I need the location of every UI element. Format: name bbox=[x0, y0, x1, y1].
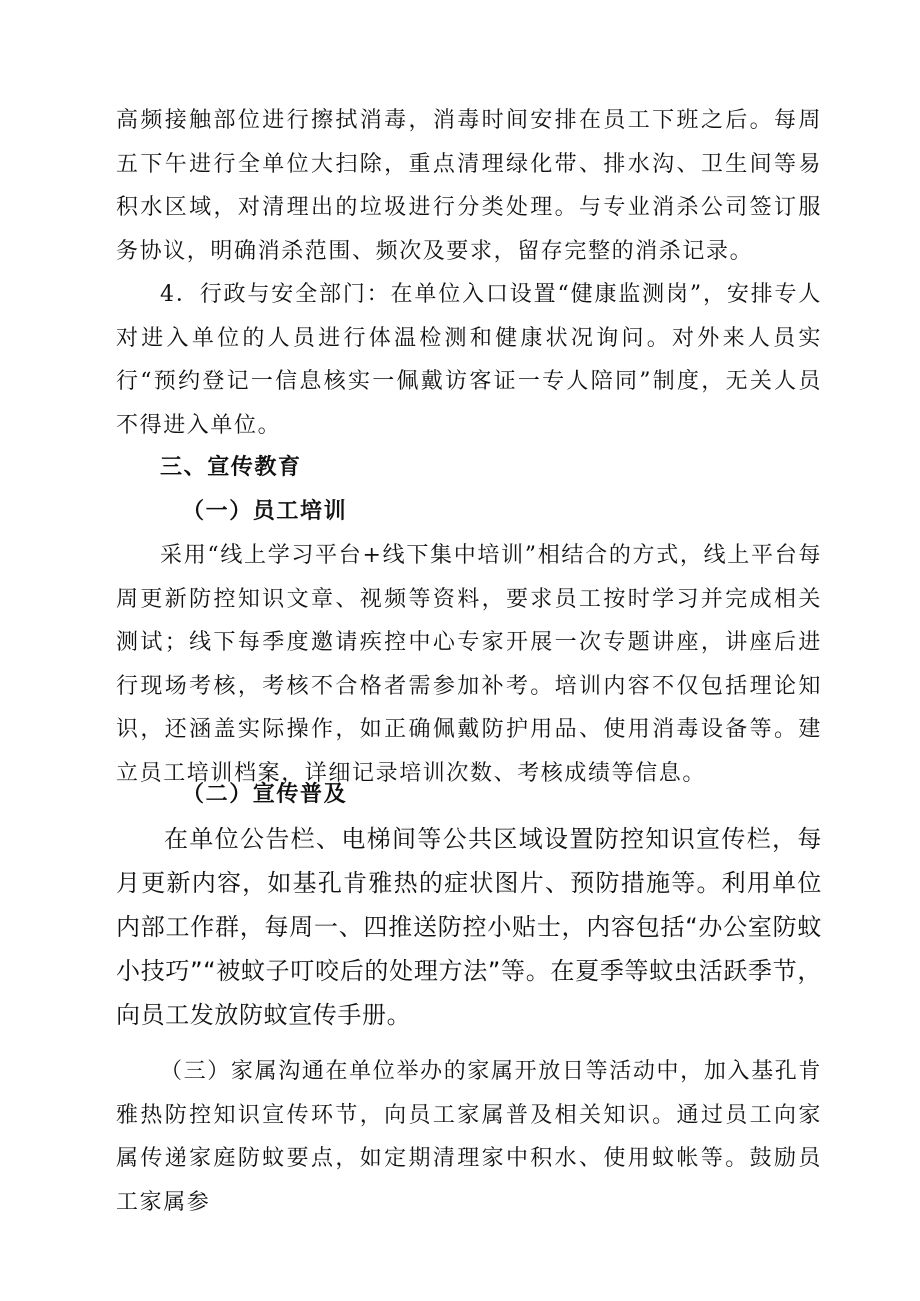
paragraph-disinfection: 高频接触部位进行擦拭消毒，消毒时间安排在员工下班之后。每周五下午进行全单位大扫除，重点清理绿化带、排水沟、卫生间等易积水区域，对清理出的垃圾进行分类处理。与专业消杀公司签订服务协议，明确消杀范围、频次及要求，留存完整的消杀记录。 bbox=[116, 108, 822, 264]
paragraph-admin-security: 4．行政与安全部门：在单位入口设置“健康监测岗”，安排专人对进入单位的人员进行体温检测和健康状况询问。对外来人员实行“预约登记一信息核实一佩戴访客证一专人陪同”制度，无关人员不得进入单位。 bbox=[116, 282, 822, 438]
paragraph-family-communication: （三）家属沟通在单位举办的家属开放日等活动中，加入基孔肯雅热防控知识宣传环节，向员工家属普及相关知识。通过员工向家属传递家庭防蚊要点，如定期清理家中积水、使用蚊帐等。鼓励员工家属参 bbox=[116, 1059, 822, 1215]
paragraph-staff-training: 采用“线上学习平台+线下集中培训”相结合的方式，线上平台每周更新防控知识文章、视频等资料，要求员工按时学习并完成相关测试；线下每季度邀请疾控中心专家开展一次专题讲座，讲座后进行现场考核，考核不合格者需参加补考。培训内容不仅包括理论知识，还涵盖实际操作，如正确佩戴防护用品、使用消毒设备等。建立员工培训档案，详细记录培训次数、考核成绩等信息。 bbox=[116, 543, 822, 786]
subheading-publicity: （二）宣传普及 bbox=[182, 781, 348, 807]
section-heading-publicity: 三、宣传教育 bbox=[160, 454, 302, 480]
subheading-staff-training: （一）员工培训 bbox=[182, 498, 348, 524]
paragraph-publicity: 在单位公告栏、电梯间等公共区域设置防控知识宣传栏，每月更新内容，如基孔肯雅热的症状图片、预防措施等。利用单位内部工作群，每周一、四推送防控小贴士，内容包括“办公室防蚊小技巧”“被蚊子叮咬后的处理方法”等。在夏季等蚊虫活跃季节，向员工发放防蚊宣传手册。 bbox=[116, 825, 822, 1029]
